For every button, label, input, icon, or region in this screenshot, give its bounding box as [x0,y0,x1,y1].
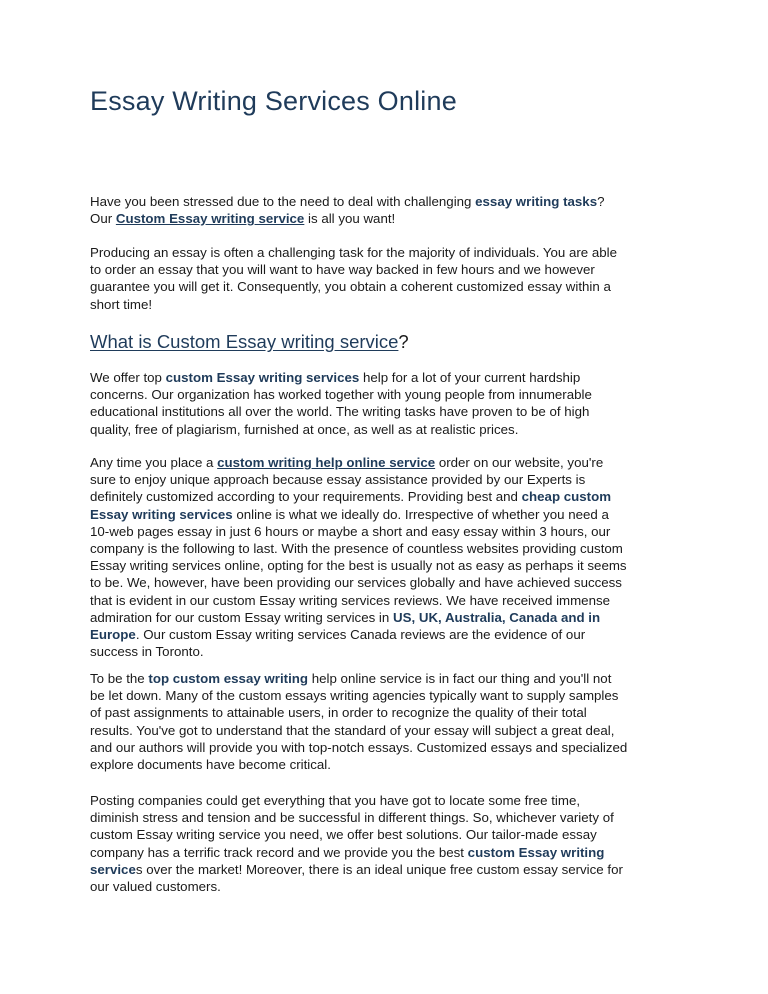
text-line: Producing an essay is often a challenging task for the majority of individuals. You are able [90,245,618,260]
keyword-custom-essay-writing: custom Essay writing [467,844,605,860]
text-line: diminish stress and tension and be successful in different things. So, whichever variety of [90,810,614,826]
text-line: explore documents have become critical. [90,757,331,773]
text-line: We offer top custom Essay writing services help for a lot of your current hardship [90,370,581,385]
text-line: Essay writing services online is what we ideally do. Irrespective of whether you need a [90,506,609,522]
heading-link-custom-essay[interactable]: What is Custom Essay writing service [90,331,399,352]
keyword-europe: Europe [90,627,136,643]
text-line: short time! [90,296,153,312]
text-line: that is evident in our custom Essay writing services reviews. We have received immense [90,592,611,608]
text-line: definitely customized according to your requirements. Providing best and cheap custom [90,489,612,505]
text-line: of past assignments to attainable users, in order to recognize the quality of their total [90,705,587,721]
text-line: company is the following to last. With the presence of countless websites providing custom [90,541,623,557]
intro-line-2: Our Custom Essay writing service is all you want! [90,211,396,227]
text-line: and our authors will provide you with top-notch essays. Customized essays and specialized [90,739,628,755]
text-line: results. You've got to understand that the standard of your essay will subject a great deal, [90,722,615,738]
text-line: concerns. Our organization has worked together with young people from innumerable [90,387,592,403]
intro-paragraph [90,193,680,227]
text-line: educational institutions all over the world. The writing tasks have proven to be of high [90,404,590,420]
text-line: Posting companies could get everything that you have got to locate some free time, [90,793,581,808]
link-custom-writing-help-online-service[interactable]: custom writing help online service [217,455,436,470]
paragraph-any-time [90,454,680,660]
text-line: admiration for our custom Essay writing services in US, UK, Australia, Canada and in [90,609,601,625]
paragraph-posting-companies [90,792,680,895]
keyword-countries: US, UK, Australia, Canada and in [392,609,601,625]
text-line: to order an essay that you will want to have way backed in few hours and we however [90,262,595,278]
paragraph-producing-essay [90,244,680,313]
text-line: Any time you place a custom writing help online service order on our website, you're [90,455,604,470]
keyword-service: service [90,861,136,877]
section-heading: What is Custom Essay writing service? [90,331,409,352]
keyword-cheap-custom: cheap custom [521,489,612,505]
text-line: To be the top custom essay writing help online service is in fact our thing and you'll not [90,671,612,686]
text-line: guarantee you will get it. Consequently, you obtain a coherent customized essay within a [90,279,611,295]
intro-line-1: Have you been stressed due to the need to deal with challenging essay writing tasks? [90,194,605,209]
text-line: to be. We, however, have been providing our services globally and have achieved success [90,575,622,591]
link-custom-essay-writing-service[interactable]: Custom Essay writing service [115,211,305,227]
text-line: custom Essay writing service you need, we offer best solutions. Our tailor-made essay [90,827,597,843]
text-line: 10-web pages essay in just 6 hours or maybe a short and easy essay within 3 hours, our [90,523,611,539]
paragraph-we-offer [90,369,680,438]
text-line: success in Toronto. [90,644,204,660]
keyword-custom-essay-writing-services: custom Essay writing services [165,370,360,385]
text-line: our valued customers. [90,879,221,895]
text-line: company has a terrific track record and we provide you the best custom Essay writing [90,844,605,860]
page-title: Essay Writing Services Online [90,86,457,116]
keyword-essay-writing-tasks: essay writing tasks [475,194,598,209]
text-line: sure to enjoy unique approach because essay assistance provided by our Experts is [90,472,586,488]
text-line: services over the market! Moreover, there is an ideal unique free custom essay service for [90,861,623,877]
text-line: Essay writing services online, opting for the best is usually not as easy as perhaps it seems [90,558,627,574]
paragraph-to-be-the-top [90,670,680,773]
text-line: be let down. Many of the custom essays writing agencies typically want to supply samples [90,688,619,704]
text-line: quality, free of plagiarism, furnished at once, as well as at realistic prices. [90,421,519,437]
text-line: Europe. Our custom Essay writing services Canada reviews are the evidence of our [90,627,586,643]
keyword-top-custom-essay-writing: top custom essay writing [148,671,309,686]
keyword-essay-writing-services: Essay writing services [90,506,233,522]
